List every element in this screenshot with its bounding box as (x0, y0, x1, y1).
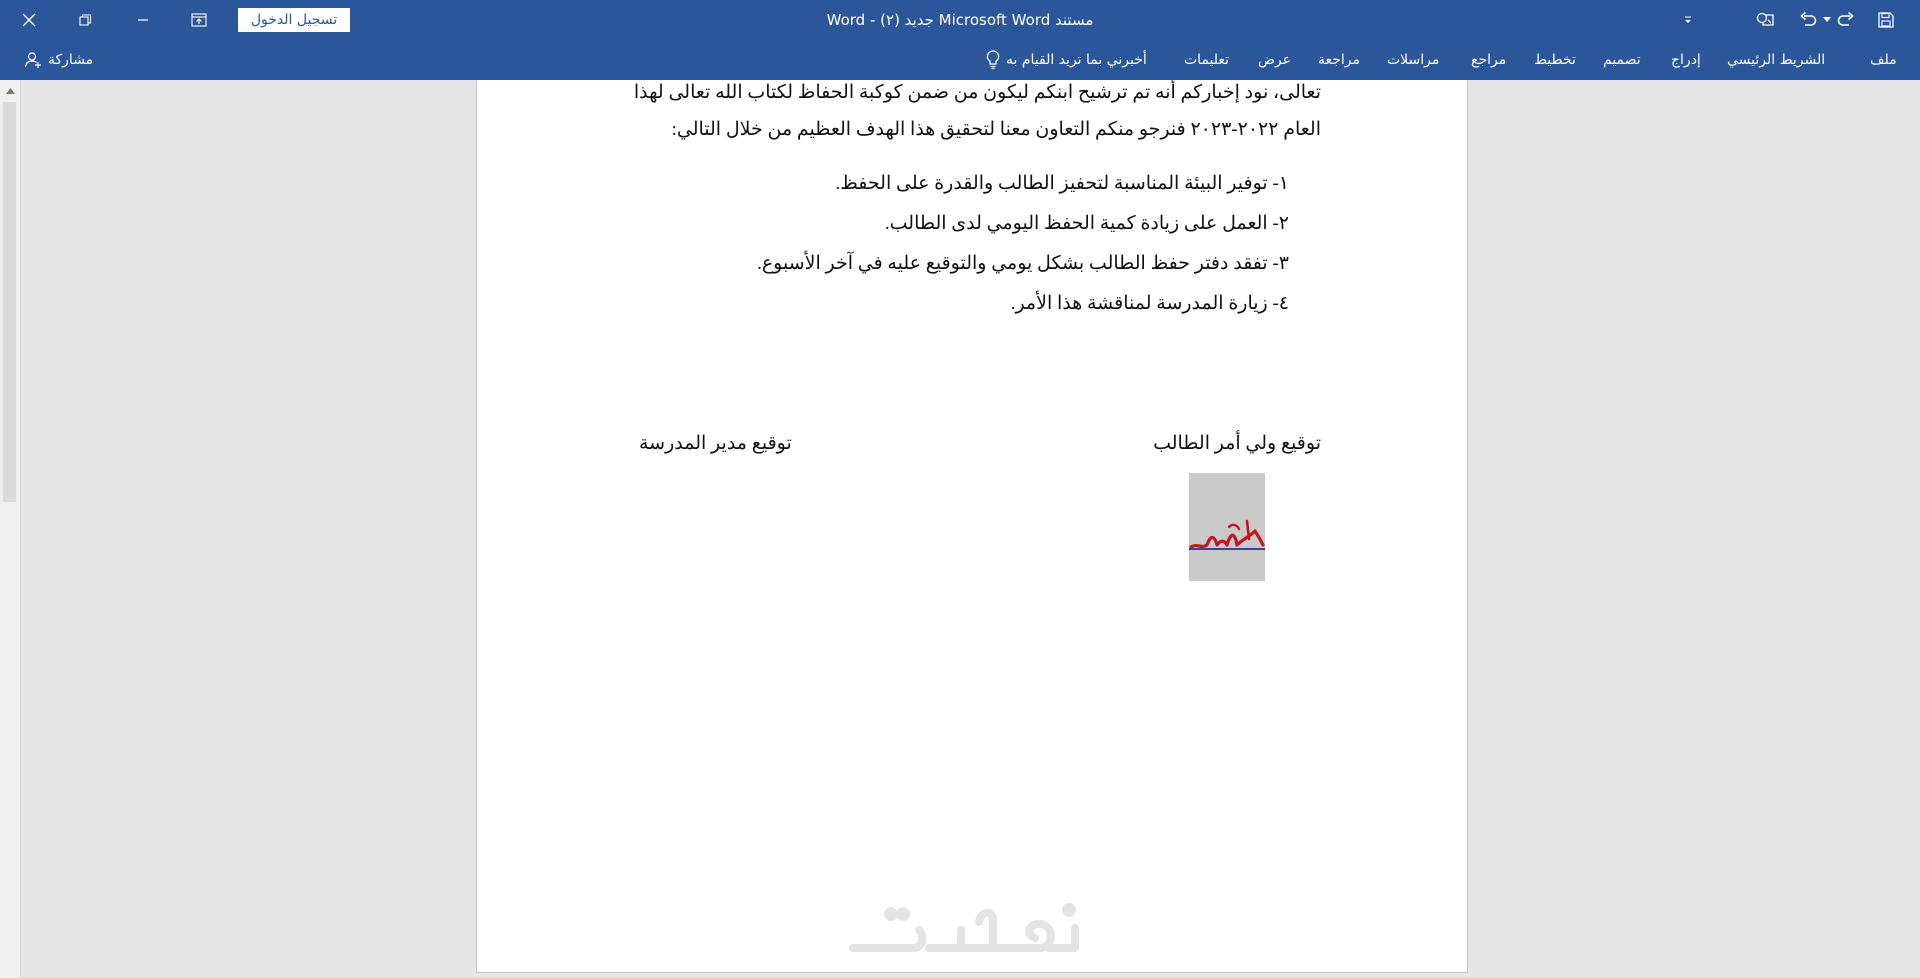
tab-view[interactable]: عرض (1258, 52, 1292, 68)
principal-signature-label: توقيع مدير المدرسة (639, 433, 792, 454)
tab-design[interactable]: تصميم (1603, 52, 1641, 68)
window-title: مستند Microsoft Word جديد (٢) - Word (826, 11, 1094, 29)
tab-mailings[interactable]: مراسلات (1387, 52, 1440, 68)
touch-mouse-mode-button[interactable] (1748, 0, 1784, 40)
list-item: ١- توفير البيئة المناسبة لتحفيز الطالب والقدرة على الحفظ. (835, 173, 1289, 194)
list-item: ٤- زيارة المدرسة لمناقشة هذا الأمر. (1010, 293, 1289, 314)
redo-icon (1837, 12, 1855, 28)
vertical-scrollbar[interactable] (0, 80, 21, 978)
ribbon-display-icon (191, 13, 207, 27)
tab-references[interactable]: مراجع (1471, 52, 1507, 68)
restore-button[interactable] (62, 0, 108, 40)
scrollbar-track[interactable] (3, 102, 16, 502)
minimize-button[interactable] (120, 0, 166, 40)
save-button[interactable] (1866, 0, 1906, 40)
tab-insert[interactable]: إدراج (1671, 52, 1701, 68)
title-bar (0, 0, 1920, 40)
touch-mode-icon (1756, 11, 1776, 29)
close-button[interactable] (6, 0, 52, 40)
tab-file[interactable]: ملف (1870, 52, 1897, 68)
undo-icon (1799, 12, 1817, 28)
share-label: مشاركة (48, 52, 94, 68)
watermark-logo (843, 900, 1083, 960)
ribbon-tab-bar (0, 40, 1920, 80)
document-page[interactable] (476, 80, 1468, 973)
guardian-signature-label: توقيع ولي أمر الطالب (1153, 433, 1321, 454)
tab-layout[interactable]: تخطيط (1534, 52, 1576, 68)
list-item: ٢- العمل على زيادة كمية الحفظ اليومي لدى الطالب. (884, 213, 1289, 234)
list-item: ٣- تفقد دفتر حفظ الطالب بشكل يومي والتوقيع عليه في آخر الأسبوع. (757, 253, 1289, 274)
chevron-up-icon (6, 88, 15, 94)
tell-me-search[interactable] (986, 40, 1147, 80)
chevron-down-icon (1683, 15, 1693, 25)
save-icon (1878, 12, 1894, 28)
add-person-icon (24, 51, 42, 69)
tab-review[interactable]: مراجعة (1318, 52, 1361, 68)
lightbulb-icon (986, 50, 1000, 70)
watermark-drawing (843, 900, 1083, 960)
share-button[interactable] (24, 40, 93, 80)
tell-me-label: أخبرني بما تريد القيام به (1006, 52, 1147, 68)
signature-image[interactable] (1189, 473, 1265, 581)
restore-icon (79, 14, 92, 27)
ribbon-display-options-button[interactable] (176, 0, 222, 40)
tab-help[interactable]: تعليمات (1184, 52, 1230, 68)
sign-in-button[interactable]: تسجيل الدخول (238, 8, 350, 32)
close-icon (22, 13, 36, 27)
minimize-icon (137, 14, 149, 26)
paragraph-line: العام ٢٠٢٢-٢٠٢٣ فنرجو منكم التعاون معنا لتحقيق هذا الهدف العظيم من خلال التالي: (671, 119, 1321, 140)
redo-button[interactable] (1828, 0, 1864, 40)
scroll-up-button[interactable] (0, 84, 20, 98)
signature-drawing (1189, 473, 1265, 581)
tab-home[interactable]: الشريط الرئيسي (1727, 52, 1826, 68)
paragraph-line: تعالى، نود إخباركم أنه تم ترشيح ابنكم ليكون من ضمن كوكبة الحفاظ لكتاب الله تعالى لهذا (633, 82, 1321, 103)
customize-qat-button[interactable] (1670, 0, 1706, 40)
